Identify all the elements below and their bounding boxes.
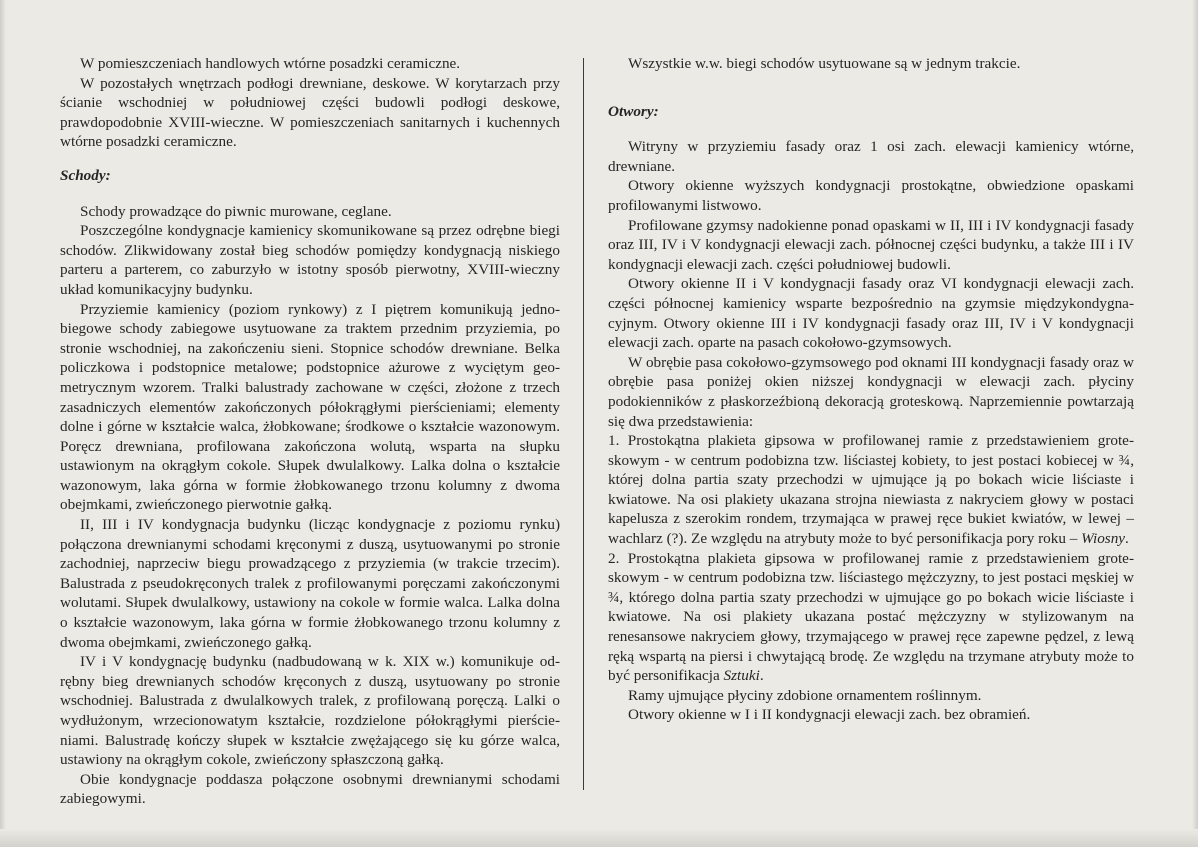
- paragraph: W pozostałych wnętrzach podłogi drewniane, deskowe. W korytarzach przy ścianie wschodniej w południowej części budowli podłogi deskowe, prawdopodobnie XVIII-wieczne. W pomieszczeniach sanitarnych i kuchennych wtórne posadzki ceramiczne.: [60, 74, 560, 151]
- paragraph: Obie kondygnacje poddasza połączone osobnymi drewnianymi schodami zabiegowymi.: [60, 770, 560, 808]
- paragraph: Witryny w przyziemiu fasady oraz 1 osi zach. elewacji kamienicy wtórne, drewniane.: [608, 138, 1134, 175]
- paragraph: Otwory okienne wyższych kondygnacji prostokątne, obwiedzione opaskami profilowanymi listwowo.: [608, 177, 1134, 214]
- section-heading-schody: Schody:: [60, 166, 111, 184]
- scan-edge-bottom: [0, 829, 1198, 847]
- paragraph: Poszczególne kondygnacje kamienicy skomunikowane są przez odrębne biegi schodów. Zlikwidowany został bieg schodów pomiędzy kondygnacją niskiego parteru a parterem, co zaburzyło w istotny sposób pierwotny, XVIII-wieczny układ komunikacyjny budynku.: [60, 222, 560, 298]
- paragraph: Wszystkie w.w. biegi schodów usytuowane są w jednym trakcie.: [628, 55, 1021, 72]
- left-column: [60, 54, 560, 809]
- paragraph: Otwory okienne II i V kondygnacji fasady oraz VI kondygnacji elewacji zach. części północnej kamienicy wsparte bezpośrednio na gzymsie międzykondygnacyjnym. Otwory okienne III i IV kondygnacji fasady oraz III, IV i V kondygnacji elewacji zach. oparte na pasach cokołowo-gzymsowych.: [608, 275, 1134, 352]
- list-item-italic: Wiosny: [1081, 530, 1126, 548]
- paragraph: Ramy ujmujące płyciny zdobione ornamentem roślinnym.: [628, 686, 982, 704]
- list-item-2: [608, 549, 1134, 686]
- paragraph: Schody prowadzące do piwnic murowane, ceglane.: [80, 202, 392, 220]
- paragraph: Przyziemie kamienicy (poziom rynkowy) z I piętrem komunikują jednobiegowe schody zabiegowe usytuowane za traktem przednim przyziemia, po stronie wschodniej, na zakończeniu sieni. Stopnice schodów drewniane. Belka policzkowa i podstopnice metalowe; podstopnice ażurowe z wyciętym geometrycznym wzorem. Tralki balustrady zachowane w części, złożone z trzech zasadniczych elementów zakończonych półokrągłymi pierścieniami; elementy dolne i górne w kształcie walca, żłobkowane; środkowe o kształcie wazonowym. Poręcz drewniana, profilowana zakończona wolutą, wsparta na słupku ustawionym na okrągłym cokole. Słupek dwulalkowy. Lalka dolna o kształcie wazonowym, laka górna w formie żłobkowanego trzonu kolumny z dwoma obejmkami, zwieńczonego pierwotnie gałką.: [60, 300, 560, 514]
- paragraph: W pomieszczeniach handlowych wtórne posadzki ceramiczne.: [80, 55, 461, 72]
- column-divider: [583, 58, 584, 790]
- scan-edge-left: [0, 0, 6, 847]
- section-heading-otwory: Otwory:: [608, 102, 659, 120]
- list-item-text: 1. Prostokątna plakieta gipsowa w profilowanej ramie z przedstawieniem groteskowym - w centrum podobizna tzw. liściastej kobiety, to jest postaci kobiecej w ¾, której dolna partia szaty przechodzi w ujmujące ją po bokach wicie liściaste i kwiatowe. Na osi plakiety ukazana strojna niewiasta z nakryciem głowy w postaci kapelusza z szerokim rondem, trzymająca w prawej ręce bukiet kwiatów, w lewej – wachlarz (?). Ze względu na atrybuty może to być personifikacja pory roku –: [608, 432, 1134, 548]
- list-item-italic: Sztuki: [723, 667, 760, 685]
- paragraph: IV i V kondygnację budynku (nadbudowaną w k. XIX w.) komunikuje odrębny bieg drewnianych schodów kręconych z duszą, usytuowany po stronie wschodniej. Balustrada z dwulalkowych tralek, z profilowaną poręczą. Lalki o wydłużonym, wrzecionowatym kształcie, rozdzielone półokrągłymi pierścieniami. Balustradę kończy słupek w kształcie zwężającego się ku górze walca, ustawiony na okrągłym cokole, zwieńczony spłaszczoną gałką.: [60, 653, 560, 769]
- list-item-text: 2. Prostokątna plakieta gipsowa w profilowanej ramie z przedstawieniem groteskowym - w centrum podobizna tzw. liściastego mężczyzny, to jest postaci męskiej w ¾, którego dolna partia szaty przechodzi w ujmujące go po bokach wicie liściaste i kwiatowe. Na osi plakiety ukazana postać mężczyzny w stylizowanym na renesansowe nakryciem głowy, trzymającego w prawej ręce zapewne pędzel, z lewą ręką wspartą na piersi i chwytającą brodę. Ze względu na trzymane atrybuty może to być personifikacja: [608, 549, 1134, 685]
- paragraph: W obrębie pasa cokołowo-gzymsowego pod oknami III kondygnacji fasady oraz w obrębie pasa poniżej okien niższej kondygnacji w elewacji zach. płyciny podokienników z płaskorzeźbioną dekoracją groteskową. Naprzemiennie powtarzają się dwa przedstawienia:: [608, 353, 1134, 430]
- list-item-end: .: [1125, 530, 1129, 548]
- scan-edge-right: [1192, 0, 1198, 847]
- paragraph: II, III i IV kondygnacja budynku (licząc kondygnacje z poziomu rynku) połączona drewnianymi schodami kręconymi z duszą, usytuowanymi po stronie zachodniej, naprzeciw biegu prowadzącego z przyziemia (w trakcie trzecim). Balustrada z pseudokręconych tralek z profilowanymi poręczami zakończonymi wolutami. Słupek dwulalkowy, ustawiony na cokole w formie walca. Lalka dolna o kształcie wazonowym, laka górna w formie żłobkowanego trzonu kolumny z dwoma obejmkami, zwieńczonego gałką.: [60, 516, 560, 651]
- paragraph: Otwory okienne w I i II kondygnacji elewacji zach. bez obramień.: [628, 706, 1031, 724]
- paragraph: Profilowane gzymsy nadokienne ponad opaskami w II, III i IV kondygnacji fasady oraz III, IV i V kondygnacji elewacji zach. północnej części budynku, a także III i IV kondygnacji elewacji zach. części południowej budowli.: [608, 216, 1134, 273]
- list-item-1: [608, 431, 1134, 549]
- right-column: [608, 54, 1134, 725]
- list-item-end: .: [759, 667, 764, 685]
